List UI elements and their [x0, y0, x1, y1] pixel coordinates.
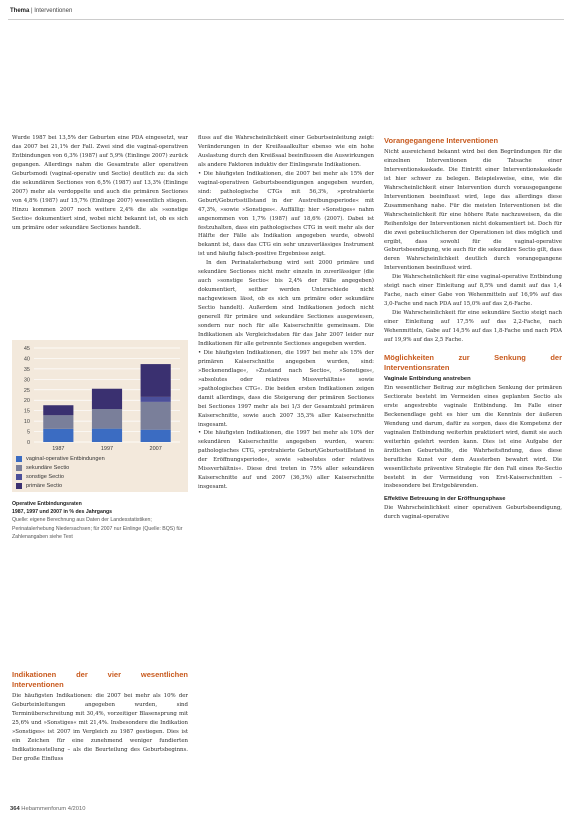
- bar-segment: [92, 409, 122, 429]
- col2-paragraph-5: • Die häufigsten Indikationen, die 1997 bei mehr als 10% der sekundären Kaiserschnitte angegeben wurden, waren: pathologisches CTG, »protrahierte Geburt/Geburtsstillstand in der Eröffnungsperiode«, sowie »absolutes oder relatives Missverhältnis«. Diese drei treten in 75% aller sekundären Kaiserschnitte auf und 2007 (36,3%) aller Kaiserschnitte insgesamt.: [198, 430, 374, 491]
- header-topic: Interventionen: [34, 8, 73, 14]
- col3-paragraph-5: Die Wahrscheinlichkeit einer operativen Geburtsbeendigung, durch vaginal-operative: [384, 505, 562, 521]
- x-category-label: 1987: [52, 446, 65, 452]
- y-tick-label: 5: [26, 429, 30, 436]
- bar-segment: [43, 405, 73, 415]
- chart-caption: [12, 500, 188, 541]
- col1-lower-paragraph: Die häufigsten Indikationen: die 2007 bei mehr als 10% der Geburteinleitungen angegeben wurden, sind Terminüberschreitung mit 30,4%, vorzeitiger Blasensprung mit 25,6% und »Sonstiges« mit 21,4%. Insbesondere die Indikation »Sonstiges« ist 2007 im Vergleich zu 1987 gestiegen. Dies ist ein Zeichen für eine zunehmend weniger fundierten Indikationsstellung – als die Beurteilung des Geburtsbeginns. Der große Einfluss: [12, 693, 188, 762]
- page-footer: [10, 806, 85, 812]
- x-category-label: 1997: [100, 446, 114, 452]
- section-heading-indications: Indikationen der vier wesentlichen Interventionen: [12, 670, 188, 689]
- bar-segment: [43, 429, 73, 442]
- legend-swatch: [16, 474, 22, 480]
- bar-segment: [92, 389, 122, 409]
- column-1-lower: [12, 668, 188, 764]
- legend-item: [16, 463, 184, 472]
- stacked-bar-chart: [12, 340, 188, 452]
- subheading-vaginal-birth: Vaginale Entbindung anstreben: [384, 375, 471, 382]
- col2-paragraph-4: • Die häufigsten Indikationen, die 1997 bei mehr als 15% der primären Kaiserschnitte angegeben wurden, sind: »Beckenendlage«, »Zustand nach Sectio«, »Sonstiges«, »absolutes oder relatives Missverhältnis« sowie »pathologisches CTG«. Die beiden ersten Indikationen zeigen damit allerdings, dass die Steigerung der primären Sectiones bei Sectiones 1997 mehr als bei 1/3 der Gesamtzahl primären Kaiserschnitte, sowie auch 2007 35,3% aller Kaiserschnitte insgesamt.: [198, 349, 374, 428]
- legend-swatch: [16, 465, 22, 471]
- legend-label: vaginal-operative Entbindungen: [26, 455, 105, 462]
- caption-text: Quelle: eigene Berechnung aus Daten der Landesstatistiken; Perinatalerhebung Niedersachsen; für 2007 nur Einlinge (Quelle: BQS) für Zahlenangaben siehe Text: [12, 517, 183, 540]
- col3-paragraph-1: Nicht ausreichend bekannt wird bei den Begründungen für die einzelnen Interventionen die Tatsache einer Interventionskaskade. Die Eintritt einer Interventionskaskade ist hier schwer zu belegen. Beispielsweise, eine, wie die Wahrscheinlichkeit einer Intervention durch vorausgegangene Interventionen beeinflusst wird, lege das allerdings diese Zusammenhang nahe. Für die meisten Interventionen ist die Wahrscheinlichkeit für eine höhere Rate nachzuweisen, da die Reihenfolge der Interventionen nicht dokumentiert ist. Doch für die zwei gebräuchlicheren der Operationen ist dies möglich und ergibt, dass sowohl für die vaginal-operative Geburtsbeendigung, wie auch für die sekundäre Sectio gilt, dass deren Wahrscheinlichkeit deutlich durch vorangegangene Interventionen beeinflusst wird.: [384, 149, 562, 272]
- col3-paragraph-4: Ein wesentlicher Beitrag zur möglichen Senkung der primären Sectiorate besteht im Vermeiden eines geplanten Sectio als erste angestrebte vaginale Entbindung. Im Falle einer Beckenendlage geht es hier um die Kenntnis der äußeren Wendung und darum, dafür zu sorgen, dass die Kompetenz der vaginalen Entbindung weiterhin praktiziert wird, damit sie auch weiterhin gelehrt werden kann. Dies ist eine Aufgabe der ärztlichen Geburtshilfe, die Wahrheitsfindung, dass diese berufliche Kunst vor dem Aussterben bewahrt wird. Die wesentlichste präventive Strategie für den Fall eines Re-Sectio besteht in der Vermeidung von Erst-Kaiserschnitten – insbesondere bei Erstgebärenden.: [384, 384, 562, 490]
- y-tick-label: 25: [23, 387, 30, 394]
- legend-label: sekundäre Sectio: [26, 464, 70, 471]
- y-tick-label: 30: [23, 377, 30, 384]
- caption-subtitle: 1987, 1997 und 2007 in % des Jahrgangs: [12, 509, 113, 516]
- caption-title: Operative Entbindungsraten: [12, 501, 82, 507]
- legend-item: [16, 472, 184, 481]
- y-tick-label: 0: [26, 440, 30, 446]
- col3-paragraph-3: Die Wahrscheinlichkeit für eine sekundäre Sectio steigt nach einer Einleitung auf 17,5% auf das 2,2-Fache, nach Wehenmitteln, Gabe auf 14,5% auf das 1,8-Fache und nach PDA auf 19,9% auf das 2,5 Fache.: [384, 310, 562, 344]
- col2-paragraph-2: • Die häufigsten Indikationen, die 2007 bei mehr als 15% der vaginal-operativen Geburtsbeendigungen angegeben wurden, sind: pathologische CTGs mit 56,3%, »protrahierte Geburt/Geburtsstillstand in der Austreibungsperiode« mit 47,3%, »sowie »Sonstiges«. Auffällig: hier »Sonstiges« nahm angenommen von 1,7% (1987) auf 18,6% (2007). Dabei ist festzuhalten, dass ein pathologisches CTG in weit mehr als der Hälfte der Fälle als Indikation angegeben wurde, obwohl bekannt ist, dass das CTG ein sehr unzuverlässiges Instrument ist und häufig falsch-positive Ergebnisse zeigt.: [198, 170, 374, 258]
- chart-legend: [12, 452, 188, 492]
- legend-swatch: [16, 456, 22, 462]
- y-tick-label: 20: [23, 398, 30, 405]
- bar-segment: [141, 397, 171, 402]
- section-heading-prior-interventions: Vorangegangene Interventionen: [384, 136, 499, 145]
- footer-journal: Hebammenforum: [21, 806, 67, 812]
- bar-segment: [141, 402, 171, 430]
- bar-segment: [92, 429, 122, 442]
- legend-item: [16, 481, 184, 490]
- col3-paragraph-2: Die Wahrscheinlichkeit für eine vaginal-operative Entbindung steigt nach einer Einleitung auf 8,5% und damit auf das 1,4 Fache, nach einer Gabe von Wehenmitteln auf 16,9% auf das 3,0-Fache und nach PDA auf 15,0% auf das 2,6-Fache.: [384, 274, 562, 308]
- column-1: [12, 134, 188, 334]
- col1-paragraph-1: Wurde 1987 bei 13,5% der Geburten eine PDA eingesetzt, war das 2007 bei 21,1% der Fall. Zwei sind die vaginal-operativen Entbindungen von 6,3% (1987) auf 5,9% (Einlinge 2007) zurück gegangen. Allerdings nahm die Gesamtrate aller operativen Geburtsmodi (vaginal-operativ und Sectio) deutlich zu: da sich die sekundären Sectiones von 6,5% (1987) auf 13,3% (Einlinge 2007) mehr als verdoppelte und auch die primären Sectiones von 4,8% (1987) auf 15,7% (Einlinge 2007) wesentlich stiegen. Hinzu kommen 2007 noch weitere 2,4% die als »sonstige Sectio« dokumentiert sind, wobei nicht bekannt ist, ob es sich um primäre oder sekundäre Sectiones handelt.: [12, 135, 188, 231]
- legend-swatch: [16, 483, 22, 489]
- y-tick-label: 15: [23, 408, 30, 415]
- x-category-label: 2007: [149, 446, 162, 452]
- legend-label: sonstige Sectio: [26, 473, 64, 480]
- section-heading-reduction: Möglichkeiten zur Senkung der Interventionsraten: [384, 352, 562, 372]
- col2-paragraph-3: In den Perinatalerhebung wird seit 2000 primäre und sekundäre Sectiones nicht mehr einzeln in zuverlässiger (die auch »sonstige Sectio« bis 2,4% der Fälle angegeben) dokumentiert, seither werden Unterschiede nicht nachgewiesen lässt, ob es sich um primäre oder sekundäre Sectio handelt). Außerdem sind Indikationen jedoch nicht generell für primäre und sekundäre Sectiones ausgewiesen, sondern nur noch für alle Kaiserschnitte gemeinsam. Die Indikationen als Vergleichsdaten für das Jahr 2007 leider nur Indikationen für alle getrennte Sectiones angegeben werden.: [198, 260, 374, 347]
- legend-item: [16, 454, 184, 463]
- bar-segment: [141, 364, 171, 397]
- bar-segment: [43, 415, 73, 429]
- y-tick-label: 10: [23, 419, 30, 426]
- column-2: [198, 134, 374, 794]
- page-header: Thema | Interventionen: [10, 8, 73, 14]
- footer-page-number: 364: [10, 806, 20, 812]
- bar-segment: [141, 430, 171, 442]
- y-tick-label: 35: [23, 366, 30, 373]
- y-tick-label: 45: [23, 346, 30, 352]
- header-section: Thema: [10, 8, 30, 14]
- subheading-effective-care: Effektive Betreuung in der Eröffnungsphase: [384, 496, 506, 503]
- footer-issue: 4/2010: [67, 806, 86, 812]
- header-rule: [8, 19, 564, 20]
- y-tick-label: 40: [23, 356, 30, 363]
- col2-paragraph-1: fluss auf die Wahrscheinlichkeit einer Geburtseinleitung zeigt: Veränderungen in der Kreißsaalkultur ebenso wie ein hohe Auslastung durch den Kreißsaal beeinflussen die Auswirkungen als andere Faktoren induktiv der Einlingsrate Indikationen.: [198, 135, 374, 168]
- legend-label: primäre Sectio: [26, 482, 63, 489]
- column-3: [384, 134, 562, 794]
